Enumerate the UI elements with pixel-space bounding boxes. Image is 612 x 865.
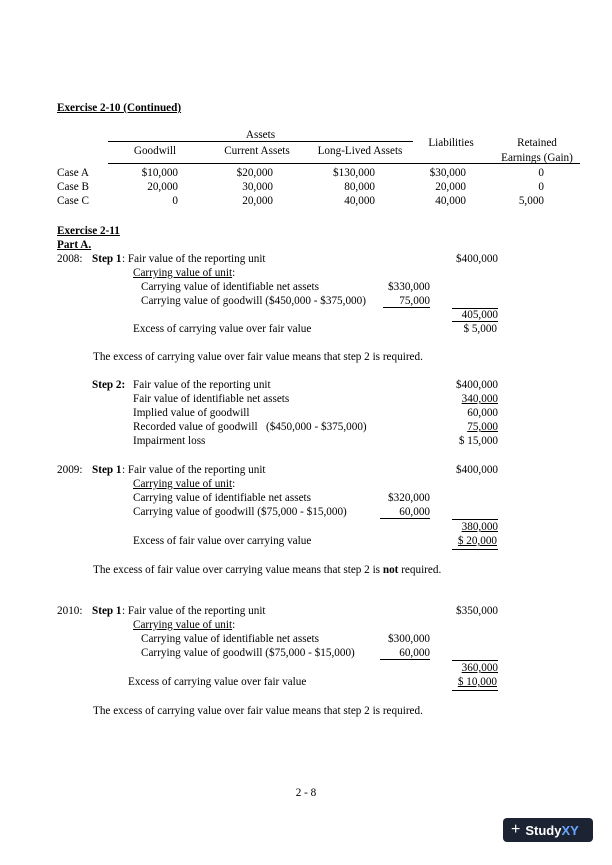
col-retained-header-2: Earnings (Gain) <box>501 152 573 164</box>
cell-retained: 5,000 <box>518 195 544 207</box>
cell-goodwill: $10,000 <box>141 167 178 179</box>
cell-retained: 0 <box>538 167 544 179</box>
goodwill-carrying-amount: 60,000 <box>399 647 430 659</box>
carrying-value-header: Carrying value of unit <box>133 267 233 279</box>
step2-label: Step 2: <box>92 379 126 391</box>
cell-liabilities: 20,000 <box>435 181 466 193</box>
step2-row-value: 340,000 <box>461 393 498 405</box>
assets-header-rule <box>108 141 413 142</box>
excess-label: Excess of carrying value over fair value <box>128 676 307 688</box>
cell-liabilities: 40,000 <box>435 195 466 207</box>
cell-longlived: $130,000 <box>333 167 375 179</box>
total-rule <box>452 308 498 309</box>
step2-row-label: Implied value of goodwill <box>133 407 250 419</box>
studyxy-watermark <box>503 818 593 842</box>
watermark-accent: XY <box>561 822 579 838</box>
part-a-heading: Part A. <box>57 239 92 251</box>
year-2008: 2008: <box>57 253 83 265</box>
excess-amount: $ 5,000 <box>463 323 497 335</box>
step2-required-note: The excess of carrying value over fair value means that step 2 is required. <box>93 705 423 717</box>
carrying-value-header: Carrying value of unit <box>133 478 233 490</box>
col-current-assets-header: Current Assets <box>224 145 290 157</box>
goodwill-carrying-amount: 60,000 <box>399 506 430 518</box>
step2-row-value: 75,000 <box>467 421 498 433</box>
goodwill-carrying-label: Carrying value of goodwill ($75,000 - $15,000) <box>141 647 355 659</box>
excess-label: Excess of fair value over carrying value <box>133 535 312 547</box>
subtotal-rule <box>380 659 430 660</box>
net-assets-label: Carrying value of identifiable net assets <box>141 633 320 645</box>
carrying-value-header: Carrying value of unit <box>133 619 233 631</box>
fair-value-amount: $400,000 <box>456 253 498 265</box>
carrying-total: 405,000 <box>461 309 498 321</box>
carrying-colon: : <box>232 619 236 631</box>
goodwill-carrying-label: Carrying value of goodwill ($450,000 - $375,000) <box>141 295 366 307</box>
excess-top-rule <box>452 321 498 322</box>
row-label: Case B <box>57 181 90 193</box>
cell-longlived: 80,000 <box>344 181 375 193</box>
net-assets-label: Carrying value of identifiable net assets <box>133 492 312 504</box>
cell-goodwill: 20,000 <box>147 181 178 193</box>
step2-row-label: Fair value of the reporting unit <box>133 379 271 391</box>
excess-amount: $ 10,000 <box>457 676 497 688</box>
net-assets-amount: $330,000 <box>388 281 430 293</box>
watermark-text: Study <box>525 822 562 838</box>
cell-goodwill: 0 <box>172 195 178 207</box>
step2-required-note: The excess of carrying value over fair value means that step 2 is required. <box>93 351 423 363</box>
col-liabilities-header: Liabilities <box>428 137 474 149</box>
step2-row-value: 60,000 <box>467 407 498 419</box>
subtotal-rule <box>380 518 430 519</box>
net-assets-amount: $300,000 <box>388 633 430 645</box>
col-retained-header-1: Retained <box>517 137 557 149</box>
step2-not-required-note <box>93 565 441 576</box>
row-label: Case C <box>57 195 90 207</box>
step2-row-label: Fair value of identifiable net assets <box>133 393 290 405</box>
excess-double-rule <box>452 549 498 550</box>
table-header-rule <box>108 163 580 164</box>
step1-label: Step 1 <box>92 253 122 265</box>
goodwill-carrying-amount: 75,000 <box>399 295 430 307</box>
carrying-colon: : <box>232 267 236 279</box>
cell-liabilities: $30,000 <box>429 167 466 179</box>
total-rule <box>452 660 498 661</box>
fair-value-label: : Fair value of the reporting unit <box>122 253 266 265</box>
step2-row-value: $400,000 <box>456 379 498 391</box>
excess-double-rule <box>452 690 498 691</box>
step2-row-value: $ 15,000 <box>458 435 498 447</box>
excess-amount: $ 20,000 <box>457 535 497 547</box>
note-emphasis: not <box>382 564 399 576</box>
year-2009: 2009: <box>57 464 83 476</box>
col-goodwill-header: Goodwill <box>133 145 177 157</box>
assets-header: Assets <box>245 129 276 141</box>
exercise-2-10-title: Exercise 2-10 (Continued) <box>57 102 182 114</box>
carrying-total: 360,000 <box>461 662 498 674</box>
cell-longlived: 40,000 <box>344 195 375 207</box>
year-2010: 2010: <box>57 605 83 617</box>
carrying-total: 380,000 <box>461 521 498 533</box>
fair-value-amount: $400,000 <box>456 464 498 476</box>
total-rule <box>452 519 498 520</box>
carrying-colon: : <box>232 478 236 490</box>
col-long-lived-header: Long-Lived Assets <box>317 145 403 157</box>
step1-label: Step 1 <box>92 605 122 617</box>
plus-icon: + <box>511 821 521 838</box>
excess-label: Excess of carrying value over fair value <box>133 323 312 335</box>
note-text: The excess of fair value over carrying value means that step 2 is <box>93 564 383 576</box>
subtotal-rule <box>383 307 430 308</box>
fair-value-label: : Fair value of the reporting unit <box>122 464 266 476</box>
row-label: Case A <box>57 167 90 179</box>
exercise-2-11-title: Exercise 2-11 <box>57 225 120 237</box>
cell-current: 30,000 <box>242 181 273 193</box>
cell-current: $20,000 <box>236 167 273 179</box>
page-number: 2 - 8 <box>295 787 317 799</box>
step1-label: Step 1 <box>92 464 122 476</box>
step2-row-label: Impairment loss <box>133 435 206 447</box>
cell-retained: 0 <box>538 181 544 193</box>
goodwill-carrying-label: Carrying value of goodwill ($75,000 - $15,000) <box>133 506 347 518</box>
net-assets-amount: $320,000 <box>388 492 430 504</box>
net-assets-label: Carrying value of identifiable net assets <box>141 281 320 293</box>
cell-current: 20,000 <box>242 195 273 207</box>
fair-value-amount: $350,000 <box>456 605 498 617</box>
note-text-end: required. <box>398 564 442 576</box>
step2-row-label: Recorded value of goodwill ($450,000 - $375,000) <box>133 421 367 433</box>
fair-value-label: : Fair value of the reporting unit <box>122 605 266 617</box>
